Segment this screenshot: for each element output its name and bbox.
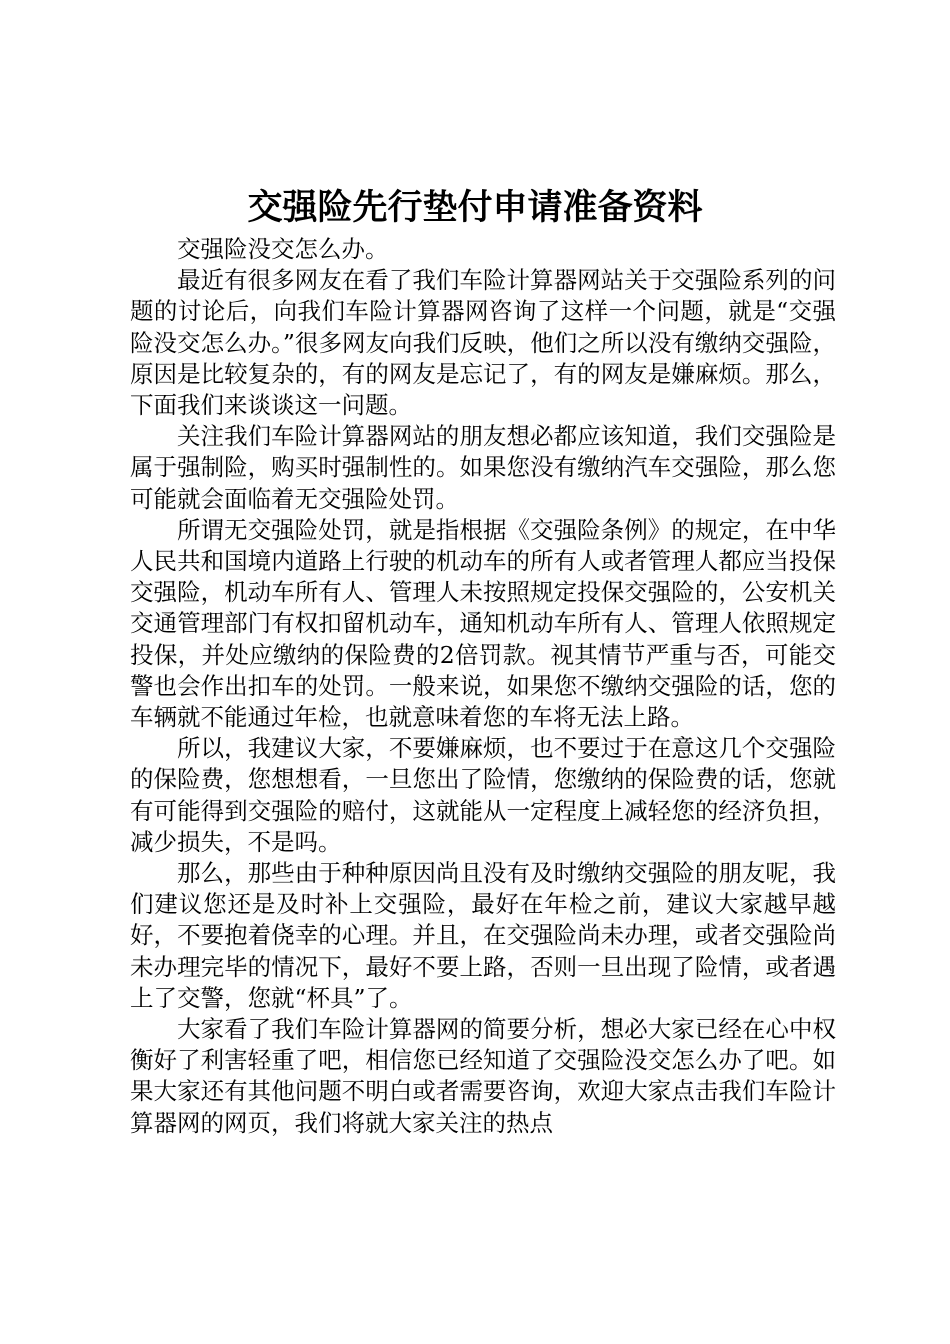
paragraph: 大家看了我们车险计算器网的简要分析，想必大家已经在心中权衡好了利害轻重了吧，相信您已经知道了交强险没交怎么办了吧。如果大家还有其他问题不明白或者需要咨询，欢迎大家点击我们车险计算器网的网页，我们将就大家关注的热点	[130, 1015, 836, 1137]
paragraph: 那么，那些由于种种原因尚且没有及时缴纳交强险的朋友呢，我们建议您还是及时补上交强险，最好在年检之前，建议大家越早越好，不要抱着侥幸的心理。并且，在交强险尚未办理，或者交强险尚未办理完毕的情况下，最好不要上路，否则一旦出现了险情，或者遇上了交警，您就“杯具”了。	[130, 859, 836, 1012]
paragraph: 所以，我建议大家，不要嫌麻烦，也不要过于在意这几个交强险的保险费，您想想看，一旦您出了险情，您缴纳的保险费的话，您就有可能得到交强险的赔付，这就能从一定程度上减轻您的经济负担，减少损失，不是吗。	[130, 734, 836, 856]
document-body	[130, 234, 836, 1139]
paragraph: 最近有很多网友在看了我们车险计算器网站关于交强险系列的问题的讨论后，向我们车险计算器网咨询了这样一个问题，就是“交强险没交怎么办。”很多网友向我们反映，他们之所以没有缴纳交强险，原因是比较复杂的，有的网友是忘记了，有的网友是嫌麻烦。那么，下面我们来谈谈这一问题。	[130, 266, 836, 420]
document-title: 交强险先行垫付申请准备资料	[247, 187, 703, 228]
paragraph: 交强险没交怎么办。	[177, 235, 389, 263]
paragraph: 关注我们车险计算器网站的朋友想必都应该知道，我们交强险是属于强制险，购买时强制性的。如果您没有缴纳汽车交强险，那么您可能就会面临着无交强险处罚。	[130, 422, 836, 513]
paragraph: 所谓无交强险处罚，就是指根据《交强险条例》的规定，在中华人民共和国境内道路上行驶的机动车的所有人或者管理人都应当投保交强险，机动车所有人、管理人未按照规定投保交强险的，公安机关交通管理部门有权扣留机动车，通知机动车所有人、管理人依照规定投保，并处应缴纳的保险费的2倍罚款。视其情节严重与否，可能交警也会作出扣车的处罚。一般来说，如果您不缴纳交强险的话，您的车辆就不能通过年检，也就意味着您的车将无法上路。	[130, 515, 836, 732]
